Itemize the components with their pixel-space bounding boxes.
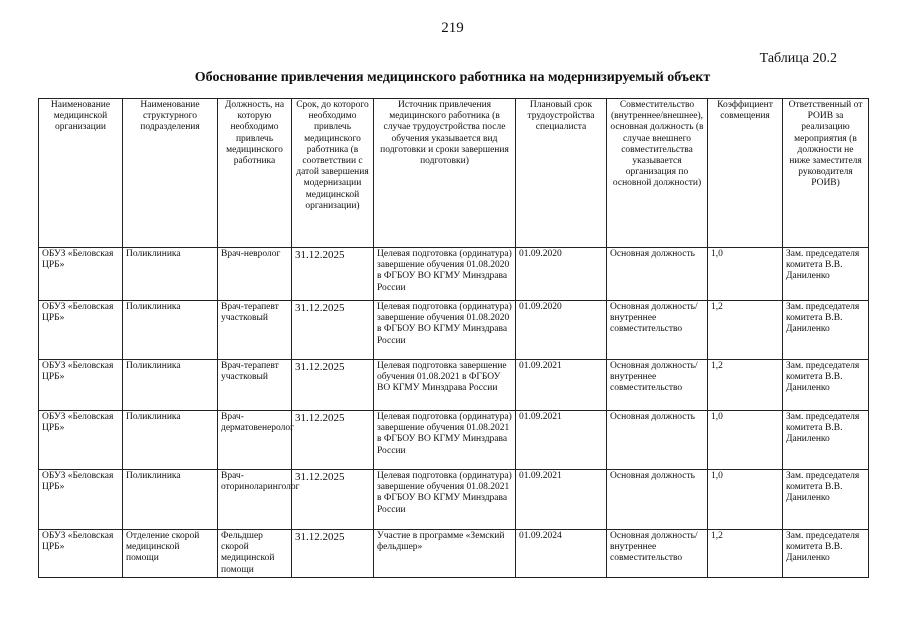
table-row <box>39 411 869 470</box>
column-header: Должность, на которую необходимо привлечь медицинского работника <box>218 99 292 248</box>
coefficient-cell: 1,0 <box>708 248 783 301</box>
responsible-cell: Зам. председателя комитета В.В. Даниленко <box>783 530 869 578</box>
organization-cell: ОБУЗ «Беловская ЦРБ» <box>39 411 123 470</box>
planned-date-cell: 01.09.2021 <box>516 360 607 411</box>
department-cell: Поликлиника <box>123 470 218 530</box>
position-cell: Врач-оториноларинголог <box>218 470 292 530</box>
column-header: Плановый срок трудоустройства специалиста <box>516 99 607 248</box>
column-header: Ответственный от РОИВ за реализацию мероприятия (в должности не ниже заместителя руководителя РОИВ) <box>783 99 869 248</box>
organization-cell: ОБУЗ «Беловская ЦРБ» <box>39 248 123 301</box>
combination-cell: Основная должность <box>607 248 708 301</box>
coefficient-cell: 1,2 <box>708 360 783 411</box>
planned-date-cell: 01.09.2021 <box>516 470 607 530</box>
coefficient-cell: 1,0 <box>708 470 783 530</box>
planned-date-cell: 01.09.2024 <box>516 530 607 578</box>
table-label: Таблица 20.2 <box>759 51 837 66</box>
source-cell: Целевая подготовка (ординатура) завершение обучения 01.08.2020 в ФГБОУ ВО КГМУ Минздрава России <box>374 248 516 301</box>
position-cell: Врач-терапевт участковый <box>218 301 292 360</box>
table-row <box>39 530 869 578</box>
coefficient-cell: 1,2 <box>708 301 783 360</box>
column-header: Совместительство (внутреннее/внешнее), основная должность (в случае внешнего совместительства указывается организация по основной должности) <box>607 99 708 248</box>
column-header: Наименование структурного подразделения <box>123 99 218 248</box>
justification-table <box>38 98 869 578</box>
table-row <box>39 301 869 360</box>
department-cell: Поликлиника <box>123 248 218 301</box>
source-cell: Целевая подготовка (ординатура) завершение обучения 01.08.2021 в ФГБОУ ВО КГМУ Минздрава России <box>374 470 516 530</box>
organization-cell: ОБУЗ «Беловская ЦРБ» <box>39 530 123 578</box>
source-cell: Целевая подготовка завершение обучения 01.08.2021 в ФГБОУ ВО КГМУ Минздрава России <box>374 360 516 411</box>
planned-date-cell: 01.09.2021 <box>516 411 607 470</box>
organization-cell: ОБУЗ «Беловская ЦРБ» <box>39 360 123 411</box>
planned-date-cell: 01.09.2020 <box>516 248 607 301</box>
coefficient-cell: 1,0 <box>708 411 783 470</box>
column-header: Коэффициент совмещения <box>708 99 783 248</box>
coefficient-cell: 1,2 <box>708 530 783 578</box>
combination-cell: Основная должность/внутреннее совместительство <box>607 360 708 411</box>
responsible-cell: Зам. председателя комитета В.В. Даниленко <box>783 248 869 301</box>
responsible-cell: Зам. председателя комитета В.В. Даниленко <box>783 470 869 530</box>
document-title: Обоснование привлечения медицинского работника на модернизируемый объект <box>194 70 711 85</box>
deadline-cell: 31.12.2025 <box>292 470 374 530</box>
position-cell: Врач-невролог <box>218 248 292 301</box>
source-cell: Целевая подготовка (ординатура) завершение обучения 01.08.2021 в ФГБОУ ВО КГМУ Минздрава России <box>374 411 516 470</box>
department-cell: Поликлиника <box>123 360 218 411</box>
deadline-cell: 31.12.2025 <box>292 530 374 578</box>
column-header: Наименование медицинской организации <box>39 99 123 248</box>
deadline-cell: 31.12.2025 <box>292 248 374 301</box>
table-row <box>39 248 869 301</box>
column-header: Срок, до которого необходимо привлечь медицинского работника (в соответствии с датой завершения модернизации медицинской организации) <box>292 99 374 248</box>
combination-cell: Основная должность <box>607 411 708 470</box>
deadline-cell: 31.12.2025 <box>292 301 374 360</box>
position-cell: Врач-дерматовенеролог <box>218 411 292 470</box>
department-cell: Поликлиника <box>123 411 218 470</box>
responsible-cell: Зам. председателя комитета В.В. Даниленко <box>783 301 869 360</box>
department-cell: Поликлиника <box>123 301 218 360</box>
table-row <box>39 470 869 530</box>
combination-cell: Основная должность/внутреннее совместительство <box>607 301 708 360</box>
position-cell: Врач-терапевт участковый <box>218 360 292 411</box>
responsible-cell: Зам. председателя комитета В.В. Даниленко <box>783 360 869 411</box>
column-header: Источник привлечения медицинского работника (в случае трудоустройства после обучения указывается вид подготовки и сроки завершения подготовки) <box>374 99 516 248</box>
combination-cell: Основная должность/внутреннее совместительство <box>607 530 708 578</box>
table-row <box>39 360 869 411</box>
responsible-cell: Зам. председателя комитета В.В. Даниленко <box>783 411 869 470</box>
organization-cell: ОБУЗ «Беловская ЦРБ» <box>39 301 123 360</box>
page-number: 219 <box>441 20 464 36</box>
deadline-cell: 31.12.2025 <box>292 411 374 470</box>
department-cell: Отделение скорой медицинской помощи <box>123 530 218 578</box>
table-header-row <box>39 99 869 248</box>
source-cell: Участие в программе «Земский фельдшер» <box>374 530 516 578</box>
combination-cell: Основная должность <box>607 470 708 530</box>
source-cell: Целевая подготовка (ординатура) завершение обучения 01.08.2020 в ФГБОУ ВО КГМУ Минздрава России <box>374 301 516 360</box>
organization-cell: ОБУЗ «Беловская ЦРБ» <box>39 470 123 530</box>
position-cell: Фельдшер скорой медицинской помощи <box>218 530 292 578</box>
planned-date-cell: 01.09.2020 <box>516 301 607 360</box>
deadline-cell: 31.12.2025 <box>292 360 374 411</box>
